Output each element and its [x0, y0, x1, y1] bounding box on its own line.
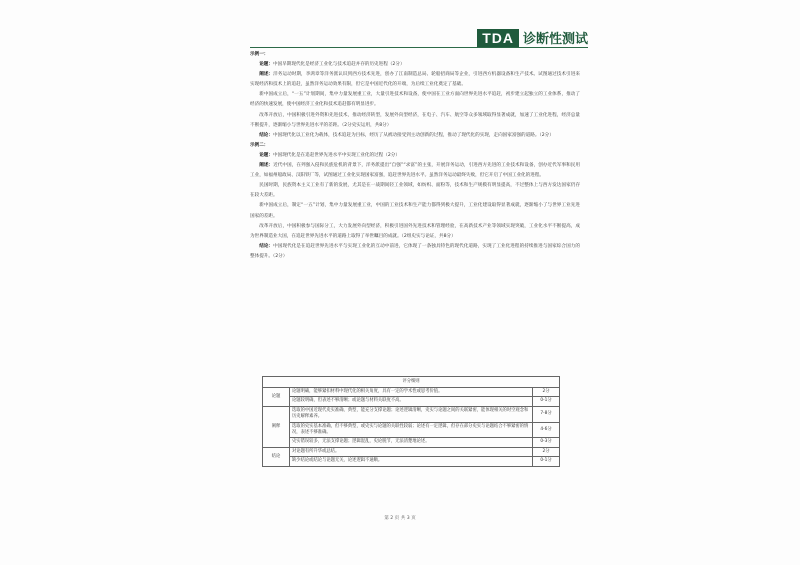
claim-tag: 论题： [259, 152, 273, 158]
rubric-score: 2分 [533, 388, 560, 397]
example-1-conclusion [250, 131, 580, 141]
rubric-criterion: 缺少结论或结论与论题无关，论述逻辑不通顺。 [290, 457, 533, 466]
answer-body [250, 50, 580, 262]
conclusion-tag: 结论： [259, 243, 274, 249]
rubric-score: 7-8分 [533, 406, 560, 422]
argument-tag: 阐述： [259, 163, 274, 169]
rubric-row [263, 422, 560, 438]
rubric-row [263, 397, 560, 406]
rubric-row [263, 447, 560, 456]
example-2-paragraph-2: 民国时期，民族资本主义工业有了新的发展，尤其是在一战期间轻工业领域，如纺织、面粉等，技术和生产规模有明显提高，不过整体上与西方发达国家仍存在较大差距。 [250, 183, 580, 199]
argument-text: 近代中国，在列强入侵和民族危机的背景下，洋务派提出“自强”“求富”的主张，开展洋务运动，引进西方先进的工业技术和设备，创办近代军事和民用工业，如福州船政局、汉阳铁厂等，试图通过工业化实现国家富强，追赶世界先进水平。虽然洋务运动最终失败，但它开启了中国工业化的进程。 [250, 163, 580, 179]
conclusion-tag: 结论： [259, 132, 273, 138]
rubric-category: 论题 [263, 388, 290, 407]
example-2-claim [250, 151, 580, 161]
example-2-label: 示例二： [250, 142, 269, 148]
rubric-row [263, 438, 560, 447]
rubric-score: 0-1分 [533, 397, 560, 406]
rubric-title: 评分细则 [263, 377, 560, 388]
rubric-score: 0-1分 [533, 457, 560, 466]
claim-text: 中国早期现代化是经济工业化与技术追赶并存的历史进程（2分） [272, 62, 405, 68]
argument-tag: 阐述： [259, 72, 274, 78]
brand-title: 诊断性测试 [522, 32, 588, 47]
conclusion-text: 中国现代化以工业化为载体，技术追赶为目标，经历了从被动接受到主动创新的过程，推动了现代化的实现，走向国家富强的道路。（2分） [272, 132, 554, 138]
example-1-paragraph-3: 改革开放后，中国积极引进外资和先进技术，推动经济转型，发展外向型经济，在电子、汽车、航空等众多领域取得显著成就，加速了工业化进程，经济总量不断提升，逐渐缩小与世界先进水平的差距。（2分史实运用，共8分） [250, 112, 580, 128]
rubric-criterion: 选取的史实基本准确，但不够典型，或史实与论题的关联性较弱；论述有一定逻辑，但存在部分史实与论题结合不够紧密的情况，表述不够准确。 [290, 422, 533, 438]
brand-logo: TDA [477, 29, 519, 47]
example-1-argument [250, 70, 580, 90]
rubric-criterion: 史实错误较多，无法支撑论题；逻辑混乱，史论脱节，无法清楚地论述。 [290, 438, 533, 447]
rubric-criterion: 对论题有所升华或总结。 [290, 447, 533, 456]
header-rule [250, 47, 588, 48]
rubric-header-row [263, 377, 560, 388]
rubric-criterion: 论题明确，能够紧扣材料中现代化的相关角度，具有一定的学术性或思考价值。 [290, 388, 533, 397]
claim-text: 中国现代化是在追赶世界先进水平中实现工业化的过程（2分） [272, 152, 400, 158]
rubric-score: 4-6分 [533, 422, 560, 438]
argument-text: 洋务运动时期，李鸿章等洋务派认识到西方技术先进，创办了江南制造总局、轮船招商局等企业，引进西方机器设备和生产技术。试图通过技术引进来实现经济和技术上的追赶，虽然洋务运动效果有限，但它是中国近代化的开端，为后续工业化奠定了基础。 [250, 72, 580, 88]
example-1-claim [250, 60, 580, 70]
scoring-rubric-table [262, 376, 560, 467]
example-1-paragraph-2: 新中国成立后，“一五”计划期间，集中力量发展重工业，大量引进技术和设备，使中国在工业方面向世界先进水平追赶，初步建立起独立的工业体系，推动了经济的快速发展，使中国经济工业化和技术追赶都有明显进步。 [250, 92, 580, 108]
rubric-row [263, 406, 560, 422]
rubric-criterion: 选取的中国近现代史实准确、典型，能充分支撑论题；论述逻辑清晰，史实与论题之间的关联紧密，能体现相关的时空观念和历史解释素养。 [290, 406, 533, 422]
example-2-argument [250, 161, 580, 181]
conclusion-text: 中国现代化是在追赶世界先进水平与实现工业化的互动中前进，它体现了一条独具特色的现代化道路，实现了工业化进程的持续推进与国家综合国力的整体提升。（2分） [250, 243, 580, 259]
rubric-criterion: 论题较明确，但表述不够清晰；或论题与材料关联度不高。 [290, 397, 533, 406]
example-2-paragraph-4: 改革开放后，中国积极参与国际分工，大力发展外向型经济，积极引进国外先进技术和管理经验，在高新技术产业等领域实现突破，工业化水平不断提高，成为世界制造业大国，在追赶世界先进水平的道路上取得了举世瞩目的成就。（2组史实与论证，共8分） [250, 223, 580, 239]
rubric-category: 阐释 [263, 406, 290, 447]
rubric-category: 结论 [263, 447, 290, 466]
rubric-score: 2分 [533, 447, 560, 456]
rubric-row [263, 388, 560, 397]
example-2-conclusion [250, 242, 580, 262]
example-1-label: 示例一： [250, 52, 269, 57]
rubric-row [263, 457, 560, 466]
example-2-paragraph-3: 新中国成立后，制定“一五”计划，集中力量发展重工业，中国的工业技术和生产能力都得到极大提升，工业化建设取得显著成就，逐渐缩小了与世界工业先进国家的差距。 [250, 203, 580, 219]
page-number: 第 2 页 共 3 页 [384, 516, 416, 521]
claim-tag: 论题： [259, 62, 273, 68]
brand-header [477, 28, 588, 47]
rubric-score: 0-3分 [533, 438, 560, 447]
